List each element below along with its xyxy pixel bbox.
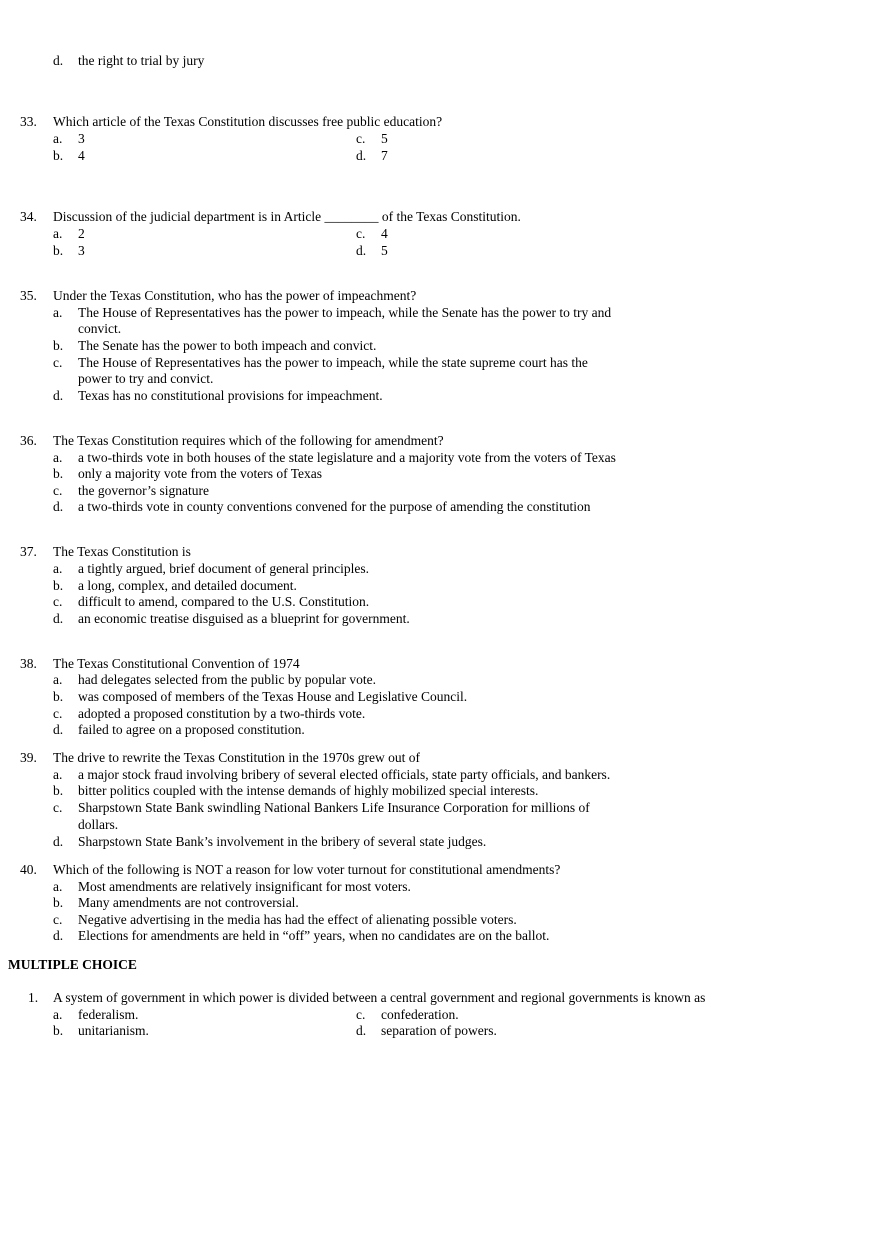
question-number: 1. (28, 990, 39, 1005)
question-stem: Discussion of the judicial department is in Article ________ of the Texas Constitution. (53, 209, 521, 224)
question-number: 33. (20, 114, 37, 129)
question-number: 38. (20, 656, 37, 671)
section-heading: MULTIPLE CHOICE (8, 957, 137, 972)
question-stem: Which article of the Texas Constitution discusses free public education? (53, 114, 443, 129)
question-stem: The drive to rewrite the Texas Constitution in the 1970s grew out of (53, 750, 420, 765)
question-number: 36. (20, 433, 37, 448)
question-stem: Under the Texas Constitution, who has the power of impeachment? (53, 288, 417, 303)
question-number: 40. (20, 862, 37, 877)
question-number: 37. (20, 544, 37, 559)
question-stem: Which of the following is NOT a reason for low voter turnout for constitutional amendments? (53, 862, 561, 877)
question-number: 35. (20, 288, 37, 303)
exam-page: d. the right to trial by jury 33. Which article of the Texas Constitution discusses free public education? a. 3 c. 5 b. 4 d. 7 34. Discussion of the judicial department is in Article ________ of the Texas Constitution. a. 2 c. 4 b. 3 d. 5 35. Under the Texas Constitution, who has the power of impeachment? a. The House of Representatives has the power to impeach, while the Senate has the power to try and convict. b. The Senate has the power to both impeach and convict. c. The House of Representatives has the power to impeach, while the state supreme court has the power to try and convict. d. Texas has no constitutional provisions for impeachment. 36. The Texas Constitution requires which of the following for amendment? a. a two-thirds vote in both houses of the state legislature and a majority vote from the voters of Texas b. only a majority vote from the voters of Texas c. the governor’s signature d. a two-thirds vote in county conventions convened for the purpose of amending the constitution 37. The Texas Constitution is a. a tightly argued, brief document of general principles. b. a long, complex, and detailed document. c. difficult to amend, compared to the U.S. Constitution. d. an economic treatise disguised as a blueprint for government. 38. The Texas Constitutional Convention of 1974 a. had delegates selected from the public by popular vote. b. was composed of members of the Texas House and Legislative Council. c. adopted a proposed constitution by a two-thirds vote. d. failed to agree on a proposed constitution. 39. The drive to rewrite the Texas Constitution in the 1970s grew out of a. a major stock fraud involving bribery of several elected officials, state party officials, and bankers. b. bitter politics coupled with the intense demands of highly mobilized special interests. c. Sharpstown State Bank swindling National Bankers Life Insurance Corporation for millions of dollars. d. Sharpstown State Bank’s involvement in the bribery of several state judges. 40. Which of the following is NOT a reason for low voter turnout for constitutional amendments? a. Most amendments are relatively insignificant for most voters. b. Many amendments are not controversial. c. Negative advertising in the media has had the effect of alienating possible voters. d. Elections for amendments are held in “off” years, when no candidates are on the ballot. MULTIPLE CHOICE 1. A system of government in which power is divided between a central government and regional governments is known as a. federalism. c. confederation. b. unitarianism. d. separation of powers. (8, 53, 706, 1038)
question-stem: The Texas Constitution is (53, 544, 191, 559)
question-number: 34. (20, 209, 37, 224)
question-number: 39. (20, 750, 37, 765)
question-stem: A system of government in which power is divided between a central government and regional governments is known as (53, 990, 706, 1005)
question-stem: The Texas Constitutional Convention of 1974 (53, 656, 300, 671)
question-stem: The Texas Constitution requires which of the following for amendment? (53, 433, 444, 448)
